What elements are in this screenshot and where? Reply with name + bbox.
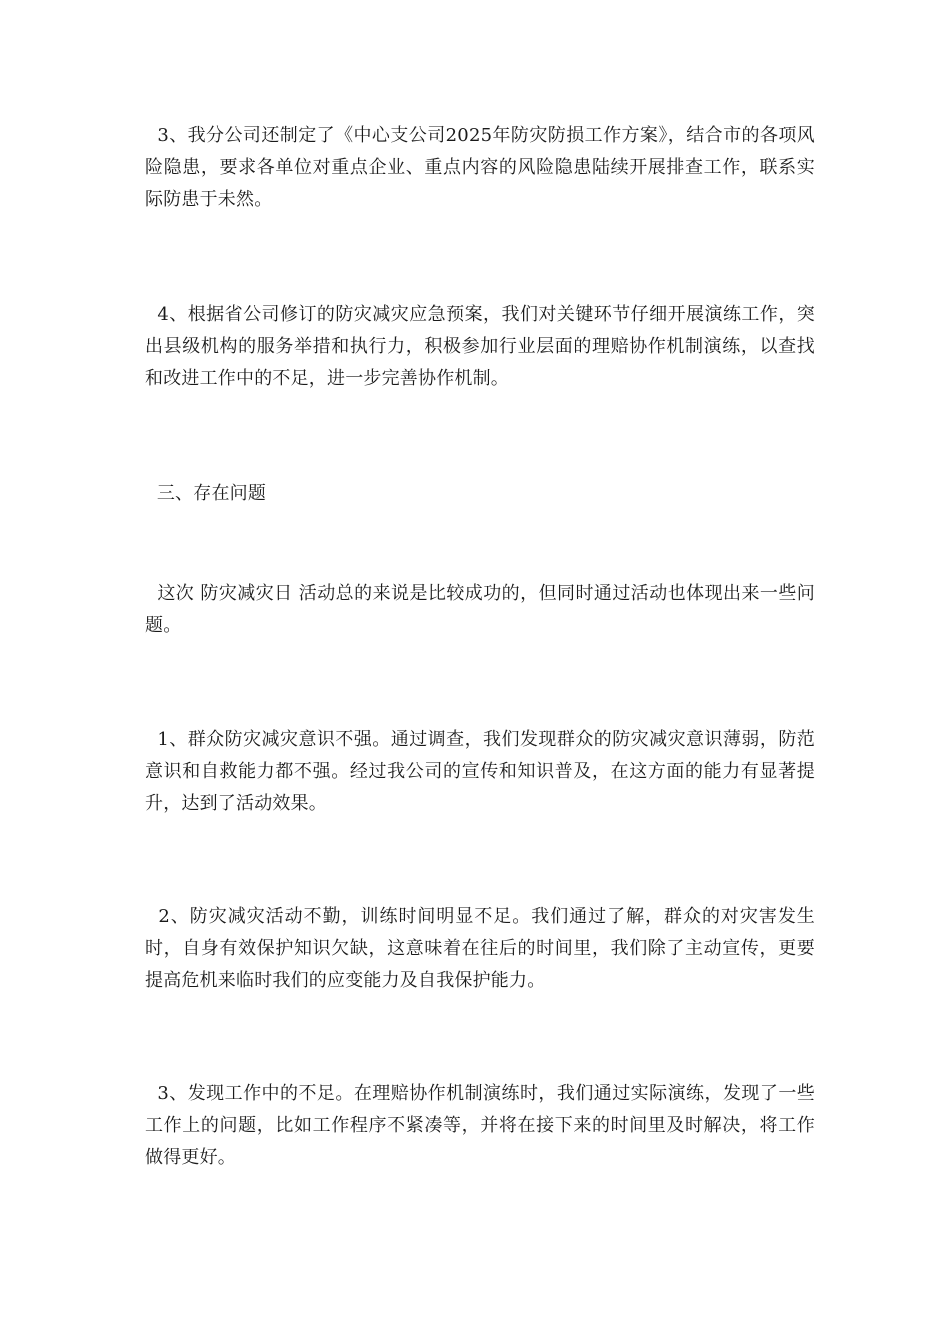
section-heading-problems: 三、存在问题 bbox=[145, 483, 267, 504]
paragraph-problem-training: 2、防灾减灾活动不勤，训练时间明显不足。我们通过了解，群众的对灾害发生时，自身有效保护知识欠缺，这意味着在往后的时间里，我们除了主动宣传，更要提高危机来临时我们的应变能力及自我保护能力。 bbox=[145, 906, 816, 991]
paragraph-problems-intro: 这次 防灾减灾日 活动总的来说是比较成功的，但同时通过活动也体现出来一些问题。 bbox=[145, 583, 816, 636]
paragraph-problem-shortcomings: 3、发现工作中的不足。在理赔协作机制演练时，我们通过实际演练，发现了一些工作上的问题，比如工作程序不紧凑等，并将在接下来的时间里及时解决，将工作做得更好。 bbox=[145, 1083, 815, 1168]
paragraph-problem-awareness: 1、群众防灾减灾意识不强。通过调查，我们发现群众的防灾减灾意识薄弱，防范意识和自救能力都不强。经过我公司的宣传和知识普及，在这方面的能力有显著提升，达到了活动效果。 bbox=[145, 729, 815, 814]
paragraph-emergency-drill: 4、根据省公司修订的防灾减灾应急预案，我们对关键环节仔细开展演练工作，突出县级机构的服务举措和执行力，积极参加行业层面的理赔协作机制演练，以查找和改进工作中的不足，进一步完善协作机制。 bbox=[145, 304, 815, 389]
paragraph-disaster-plan: 3、我分公司还制定了《中心支公司2025年防灾防损工作方案》，结合市的各项风险隐患，要求各单位对重点企业、重点内容的风险隐患陆续开展排查工作，联系实际防患于未然。 bbox=[145, 125, 816, 210]
